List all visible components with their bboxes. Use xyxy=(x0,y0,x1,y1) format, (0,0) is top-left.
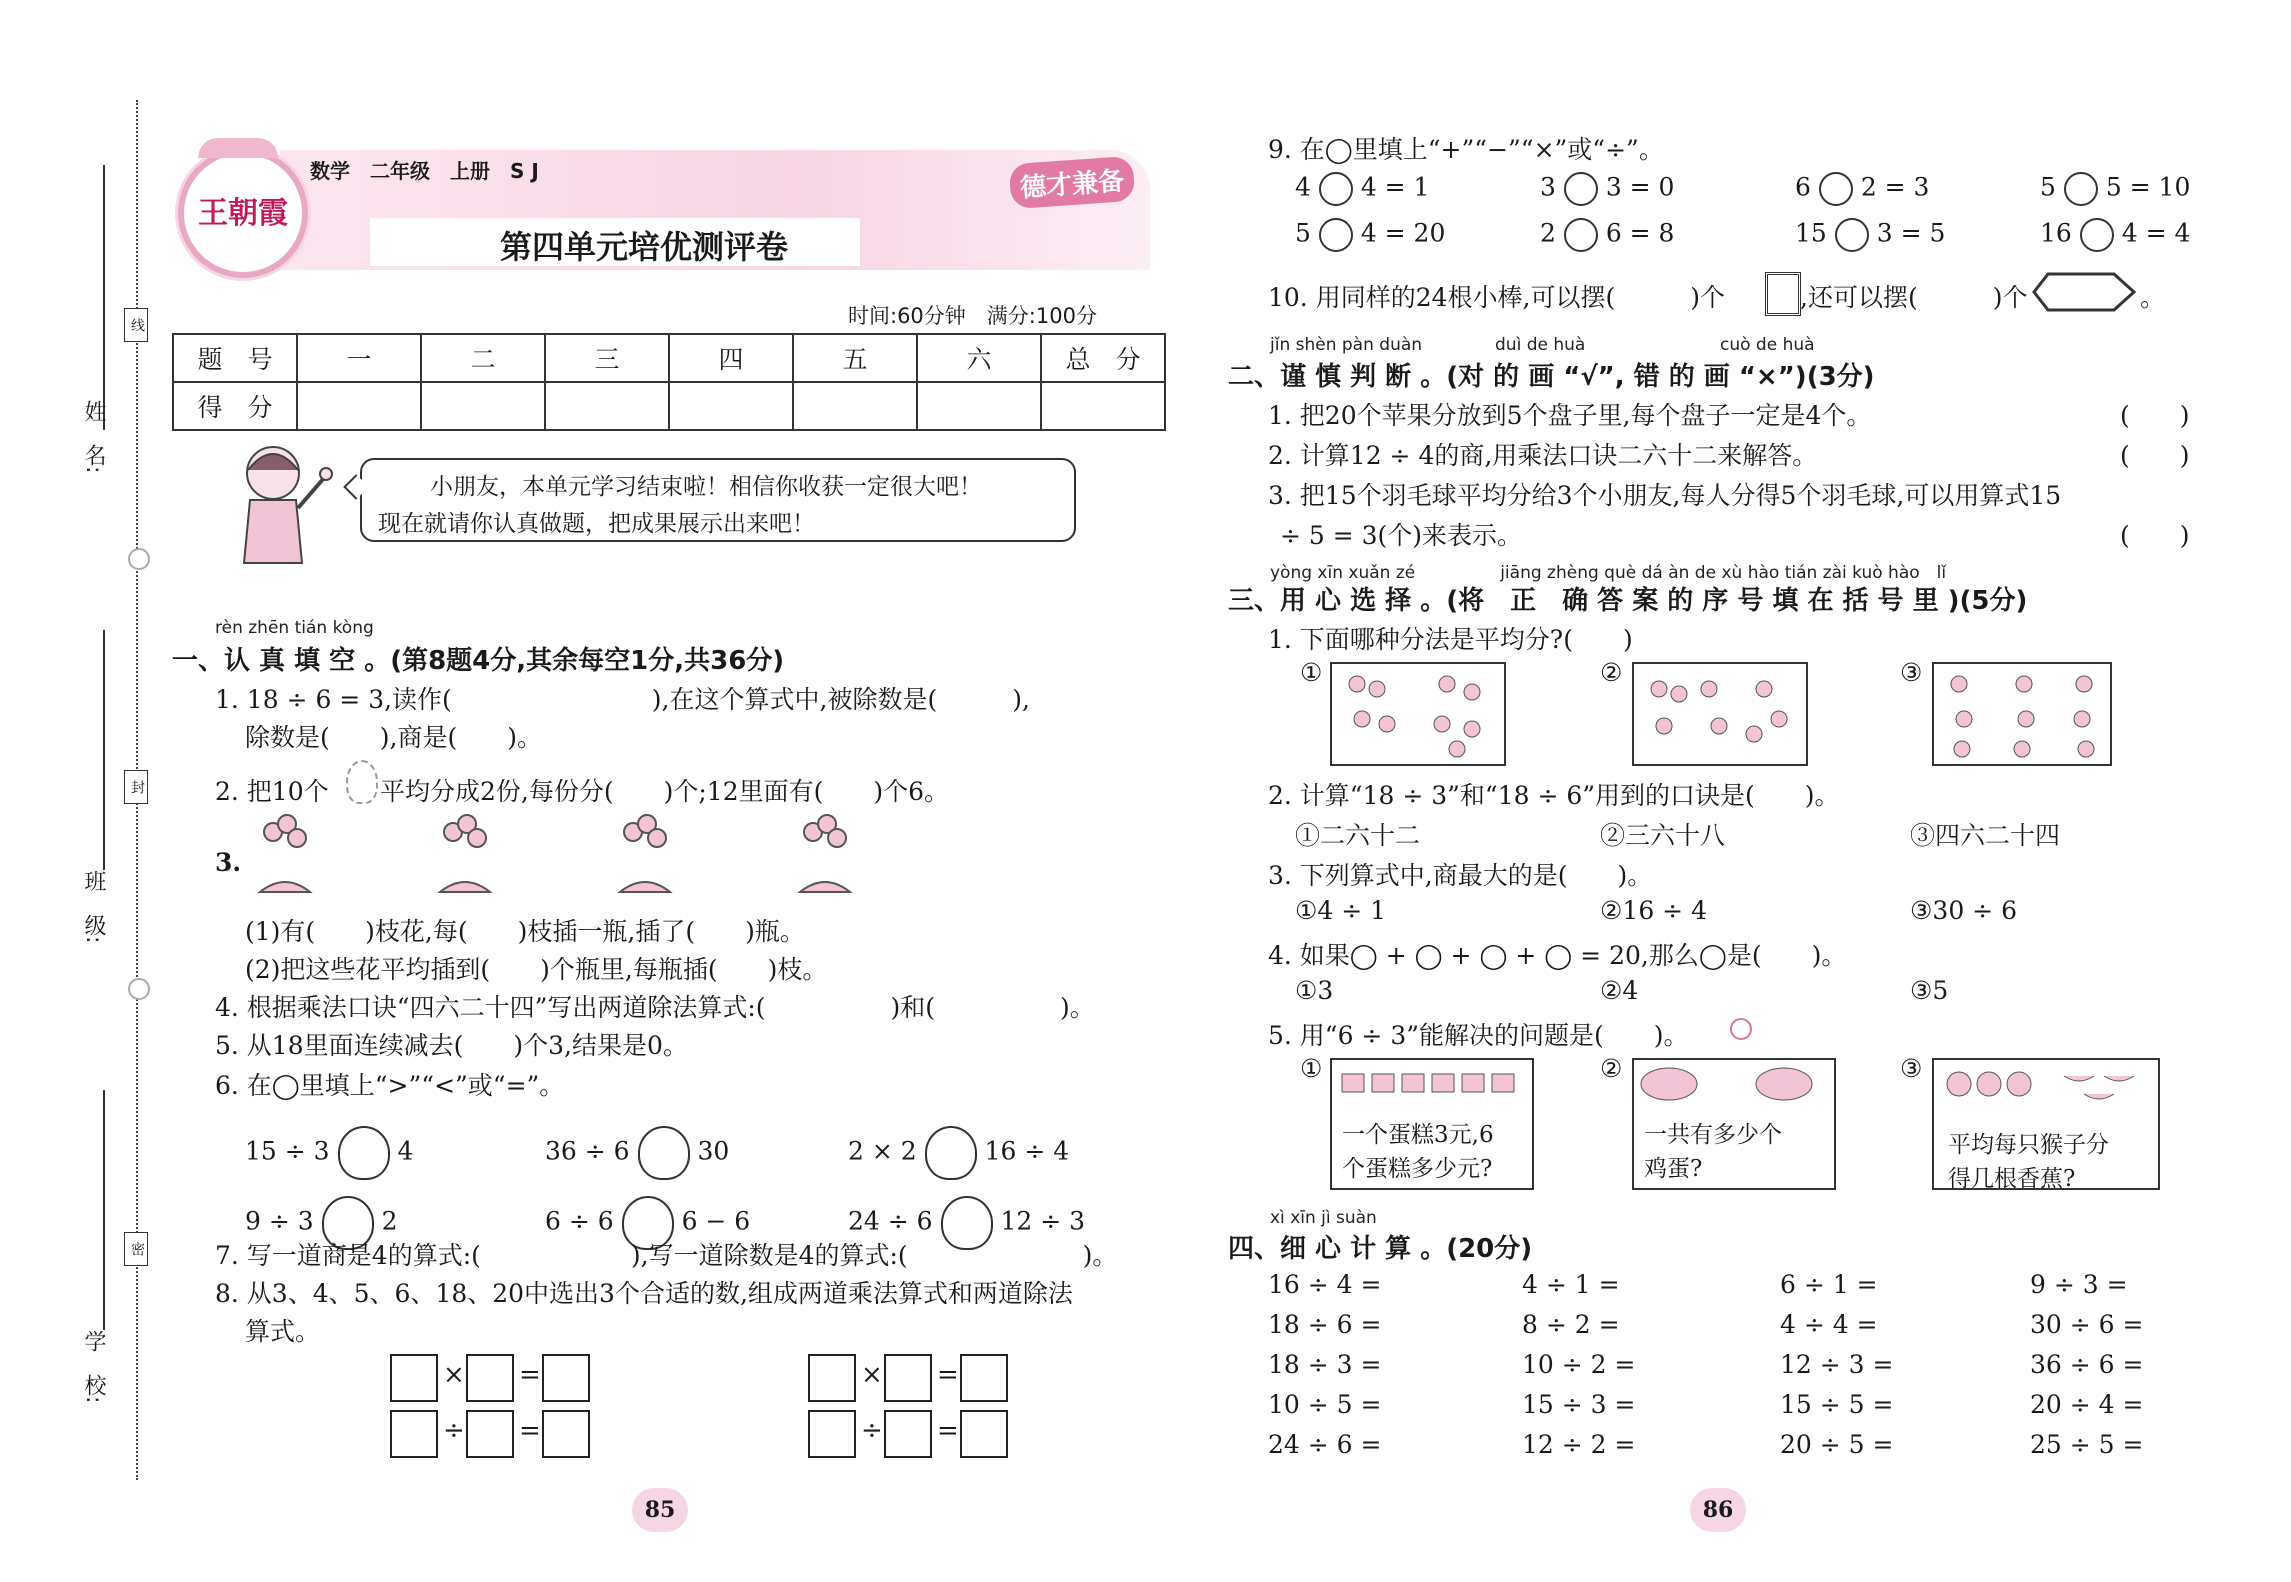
op-item: 5 5 = 10 xyxy=(2040,172,2190,206)
calc-item[interactable]: 9 ÷ 3 = xyxy=(2030,1270,2128,1299)
calc-item[interactable]: 20 ÷ 4 = xyxy=(2030,1390,2144,1419)
section-title: 三、用 心 选 择 。(将 正 确 答 案 的 序 号 填 在 括 号 里 )(5分) xyxy=(1228,586,2028,616)
school-label: 学 校: xyxy=(81,1330,106,1404)
answer-circle[interactable] xyxy=(1319,218,1353,252)
answer-circle[interactable] xyxy=(925,1126,977,1180)
brand-name: 王朝霞 xyxy=(198,196,288,231)
table-cell: 四 xyxy=(669,334,793,382)
answer-circle[interactable] xyxy=(1564,218,1598,252)
choice-4: 4. 如果◯ + ◯ + ◯ + ◯ = 20,那么◯是( )。 xyxy=(1268,941,1847,970)
peach-icon xyxy=(346,760,378,804)
calc-item[interactable]: 15 ÷ 5 = xyxy=(1780,1390,1894,1419)
answer-box[interactable] xyxy=(960,1410,1008,1458)
page-number-right: 86 xyxy=(1690,1488,1746,1532)
pinyin: duì de huà xyxy=(1495,335,1586,355)
hexagon-icon xyxy=(2030,270,2140,314)
answer-circle[interactable] xyxy=(1564,172,1598,206)
equals-sign: = xyxy=(519,1360,541,1390)
choice-option[interactable]: ③5 xyxy=(1910,976,1949,1005)
score-input[interactable] xyxy=(917,382,1041,430)
xian-mark: 线 xyxy=(124,308,148,342)
answer-circle[interactable] xyxy=(338,1126,390,1180)
mascot-icon xyxy=(1730,1018,1752,1040)
question-7: 7. 写一道商是4的算式:( ),写一道除数是4的算式:( )。 xyxy=(215,1241,1118,1270)
times-sign: × xyxy=(861,1360,883,1390)
answer-box[interactable] xyxy=(542,1410,590,1458)
name-line xyxy=(103,165,105,430)
option-picture[interactable] xyxy=(1632,1058,1836,1190)
question-10b: ,还可以摆( )个 xyxy=(1800,283,2028,312)
calc-item[interactable]: 4 ÷ 4 = xyxy=(1780,1310,1878,1339)
question-8b: 算式。 xyxy=(245,1317,321,1346)
page-number-left: 85 xyxy=(632,1488,688,1532)
teacher-illustration xyxy=(228,438,338,568)
eggs-icon xyxy=(1634,1060,1834,1104)
compare-item: 15 ÷ 3 4 xyxy=(245,1126,413,1180)
op-item: 16 4 = 4 xyxy=(2040,218,2190,252)
answer-circle[interactable] xyxy=(2064,172,2098,206)
calc-item[interactable]: 20 ÷ 5 = xyxy=(1780,1430,1894,1459)
brand-logo xyxy=(178,148,308,278)
question-4: 4. 根据乘法口诀“四六二十四”写出两道除法算式:( )和( )。 xyxy=(215,993,1095,1022)
option-picture[interactable] xyxy=(1632,662,1808,766)
calc-item[interactable]: 8 ÷ 2 = xyxy=(1522,1310,1620,1339)
choice-2: 2. 计算“18 ÷ 3”和“18 ÷ 6”用到的口诀是( )。 xyxy=(1268,781,1840,810)
choice-option[interactable]: ③30 ÷ 6 xyxy=(1910,896,2017,925)
lollipops-icon xyxy=(1634,664,1806,764)
calc-item[interactable]: 10 ÷ 5 = xyxy=(1268,1390,1382,1419)
option-label: ② xyxy=(1600,658,1623,687)
score-input[interactable] xyxy=(1041,382,1165,430)
cakes-icon xyxy=(1332,1060,1532,1100)
table-cell: 三 xyxy=(545,334,669,382)
intro-line-1: 小朋友，本单元学习结束啦！相信你收获一定很大吧！ xyxy=(430,474,982,500)
option-label: ① xyxy=(1300,658,1323,687)
answer-box[interactable] xyxy=(884,1410,932,1458)
pinyin: xì xīn jì suàn xyxy=(1270,1208,1377,1228)
answer-circle[interactable] xyxy=(1319,172,1353,206)
option-label: ③ xyxy=(1900,1054,1923,1083)
question-2: 2. 把10个 xyxy=(215,777,329,806)
option-text: 个蛋糕多少元? xyxy=(1342,1156,1493,1182)
option-text: 平均每只猴子分 xyxy=(1948,1132,2109,1158)
calc-item[interactable]: 4 ÷ 1 = xyxy=(1522,1270,1620,1299)
answer-box[interactable] xyxy=(466,1354,514,1402)
op-item: 4 4 = 1 xyxy=(1295,172,1429,206)
answer-circle[interactable] xyxy=(1819,172,1853,206)
calc-item[interactable]: 24 ÷ 6 = xyxy=(1268,1430,1382,1459)
choice-option[interactable]: ②三六十八 xyxy=(1600,821,1726,850)
calc-item[interactable]: 25 ÷ 5 = xyxy=(2030,1430,2144,1459)
compare-item: 2 × 2 16 ÷ 4 xyxy=(848,1126,1069,1180)
choice-option[interactable]: ②4 xyxy=(1600,976,1639,1005)
choice-5: 5. 用“6 ÷ 3”能解决的问题是( )。 xyxy=(1268,1021,1689,1050)
table-cell: 五 xyxy=(793,334,917,382)
calc-item[interactable]: 36 ÷ 6 = xyxy=(2030,1350,2144,1379)
divide-sign: ÷ xyxy=(443,1416,465,1446)
equals-sign: = xyxy=(519,1416,541,1446)
answer-box[interactable] xyxy=(390,1410,438,1458)
table-cell: 一 xyxy=(297,334,421,382)
judge-3b: ÷ 5 = 3(个)来表示。 xyxy=(1280,521,1523,550)
op-item: 6 2 = 3 xyxy=(1795,172,1929,206)
judge-1: 1. 把20个苹果分放到5个盘子里,每个盘子一定是4个。 xyxy=(1268,401,1872,430)
page-title: 第四单元培优测评卷 xyxy=(500,228,789,266)
question-9-text: 9. 在◯里填上“+”“−”“×”或“÷”。 xyxy=(1268,135,1664,164)
table-cell: 六 xyxy=(917,334,1041,382)
section-title: 一、认 真 填 空 。(第8题4分,其余每空1分,共36分) xyxy=(172,646,785,676)
calc-item[interactable]: 12 ÷ 3 = xyxy=(1780,1350,1894,1379)
option-picture[interactable] xyxy=(1932,662,2112,766)
pinyin: jǐn shèn pàn duàn xyxy=(1270,335,1423,355)
answer-box[interactable] xyxy=(960,1354,1008,1402)
calc-item[interactable]: 16 ÷ 4 = xyxy=(1268,1270,1382,1299)
badge-label: 德才兼备 xyxy=(1009,156,1136,210)
answer-box[interactable] xyxy=(808,1410,856,1458)
pinyin: rèn zhēn tián kòng xyxy=(215,618,374,638)
choice-option[interactable]: ①4 ÷ 1 xyxy=(1295,896,1387,925)
question-1b: 除数是( ),商是( )。 xyxy=(245,723,542,752)
calc-item[interactable]: 18 ÷ 3 = xyxy=(1268,1350,1382,1379)
square-icon xyxy=(1765,272,1801,316)
compare-item: 9 ÷ 3 2 xyxy=(245,1196,397,1250)
score-input[interactable] xyxy=(421,382,545,430)
mi-mark: 密 xyxy=(124,1232,148,1266)
question-3b: (2)把这些花平均插到( )个瓶里,每瓶插( )枝。 xyxy=(245,955,828,984)
option-text: 鸡蛋? xyxy=(1644,1156,1703,1182)
lollipops-icon xyxy=(1934,664,2110,764)
op-item: 2 6 = 8 xyxy=(1540,218,1674,252)
section-title: 二、谨 慎 判 断 。(对 的 画 “√”, 错 的 画 “×”)(3分) xyxy=(1228,362,1875,392)
crown-icon xyxy=(198,138,278,158)
judge-2: 2. 计算12 ÷ 4的商,用乘法口诀二六十二来解答。 xyxy=(1268,441,1818,470)
answer-circle[interactable] xyxy=(2080,218,2114,252)
judge-3a: 3. 把15个羽毛球平均分给3个小朋友,每人分得5个羽毛球,可以用算式15 xyxy=(1268,481,2062,510)
series-label: 数学 二年级 上册 S J xyxy=(310,159,539,183)
op-item: 15 3 = 5 xyxy=(1795,218,1945,252)
score-input[interactable] xyxy=(297,382,421,430)
calc-item[interactable]: 12 ÷ 2 = xyxy=(1522,1430,1636,1459)
time-info: 时间:60分钟 满分:100分 xyxy=(848,304,1097,328)
section-title: 四、细 心 计 算 。(20分) xyxy=(1228,1234,1533,1264)
question-5: 5. 从18里面连续减去( )个3,结果是0。 xyxy=(215,1031,688,1060)
compare-item: 36 ÷ 6 30 xyxy=(545,1126,729,1180)
choice-3: 3. 下列算式中,商最大的是( )。 xyxy=(1268,861,1653,890)
op-item: 5 4 = 20 xyxy=(1295,218,1445,252)
option-picture[interactable] xyxy=(1330,1058,1534,1190)
divide-sign: ÷ xyxy=(861,1416,883,1446)
question-3a: (1)有( )枝花,每( )枝插一瓶,插了( )瓶。 xyxy=(245,917,805,946)
score-input[interactable] xyxy=(545,382,669,430)
question-2b: 平均分成2份,每份分( )个;12里面有( )个6。 xyxy=(380,777,950,806)
answer-box[interactable] xyxy=(808,1354,856,1402)
judge-answer[interactable]: ( ) xyxy=(2120,401,2190,430)
calc-item[interactable]: 18 ÷ 6 = xyxy=(1268,1310,1382,1339)
option-picture[interactable] xyxy=(1932,1058,2160,1190)
calc-item[interactable]: 15 ÷ 3 = xyxy=(1522,1390,1636,1419)
question-10a: 10. 用同样的24根小棒,可以摆( )个 xyxy=(1268,283,1725,312)
answer-box[interactable] xyxy=(542,1354,590,1402)
table-cell: 二 xyxy=(421,334,545,382)
pinyin: cuò de huà xyxy=(1720,335,1815,355)
calc-item[interactable]: 6 ÷ 1 = xyxy=(1780,1270,1878,1299)
question-3: 3. xyxy=(215,848,242,877)
option-text: 得几根香蕉? xyxy=(1948,1166,2076,1192)
monkeys-bananas-icon xyxy=(1934,1060,2158,1108)
answer-box[interactable] xyxy=(466,1410,514,1458)
table-cell: 得 分 xyxy=(173,382,297,430)
question-1a: 1. 18 ÷ 6 = 3,读作( ),在这个算式中,被除数是( ), xyxy=(215,685,1030,714)
school-line xyxy=(103,1090,105,1330)
lollipops-icon xyxy=(1332,664,1504,764)
choice-option[interactable]: ②16 ÷ 4 xyxy=(1600,896,1707,925)
compare-item: 24 ÷ 6 12 ÷ 3 xyxy=(848,1196,1085,1250)
option-text: 一共有多少个 xyxy=(1644,1122,1782,1148)
equals-sign: = xyxy=(937,1360,959,1390)
times-sign: × xyxy=(443,1360,465,1390)
question-6: 6. 在◯里填上“>”“<”或“=”。 xyxy=(215,1071,565,1100)
option-label: ① xyxy=(1300,1054,1323,1083)
option-label: ③ xyxy=(1900,658,1923,687)
judge-answer[interactable]: ( ) xyxy=(2120,441,2190,470)
option-label: ② xyxy=(1600,1054,1623,1083)
score-table xyxy=(172,333,1166,431)
answer-circle[interactable] xyxy=(1835,218,1869,252)
choice-option[interactable]: ①二六十二 xyxy=(1295,821,1421,850)
table-cell: 题 号 xyxy=(173,334,297,382)
calc-item[interactable]: 10 ÷ 2 = xyxy=(1522,1350,1636,1379)
class-line xyxy=(103,630,105,870)
option-text: 一个蛋糕3元,6 xyxy=(1342,1122,1494,1148)
class-label: 班 级: xyxy=(81,870,106,944)
flower-vases-illustration xyxy=(245,812,895,902)
choice-option[interactable]: ③四六二十四 xyxy=(1910,821,2061,850)
score-input[interactable] xyxy=(793,382,917,430)
choice-option[interactable]: ①3 xyxy=(1295,976,1334,1005)
binding-hole-icon xyxy=(128,978,150,1000)
choice-1: 1. 下面哪种分法是平均分?( ) xyxy=(1268,625,1633,654)
answer-box[interactable] xyxy=(884,1354,932,1402)
op-item: 3 3 = 0 xyxy=(1540,172,1674,206)
feng-mark: 封 xyxy=(124,770,148,804)
intro-line-2: 现在就请你认真做题，把成果展示出来吧！ xyxy=(378,511,815,537)
table-cell: 总 分 xyxy=(1041,334,1165,382)
answer-circle[interactable] xyxy=(638,1126,690,1180)
question-8a: 8. 从3、4、5、6、18、20中选出3个合适的数,组成两道乘法算式和两道除法 xyxy=(215,1279,1073,1308)
answer-box[interactable] xyxy=(390,1354,438,1402)
option-picture[interactable] xyxy=(1330,662,1506,766)
score-input[interactable] xyxy=(669,382,793,430)
pinyin: yòng xīn xuǎn zé jiāng zhèng què dá àn de xù hào tián zài kuò hào lǐ xyxy=(1270,563,1947,583)
name-label: 姓 名: xyxy=(81,400,106,474)
compare-item: 6 ÷ 6 6 − 6 xyxy=(545,1196,750,1250)
binding-hole-icon xyxy=(128,548,150,570)
calc-item[interactable]: 30 ÷ 6 = xyxy=(2030,1310,2144,1339)
question-10c: 。 xyxy=(2140,283,2166,312)
judge-answer[interactable]: ( ) xyxy=(2120,521,2190,550)
equals-sign: = xyxy=(937,1416,959,1446)
